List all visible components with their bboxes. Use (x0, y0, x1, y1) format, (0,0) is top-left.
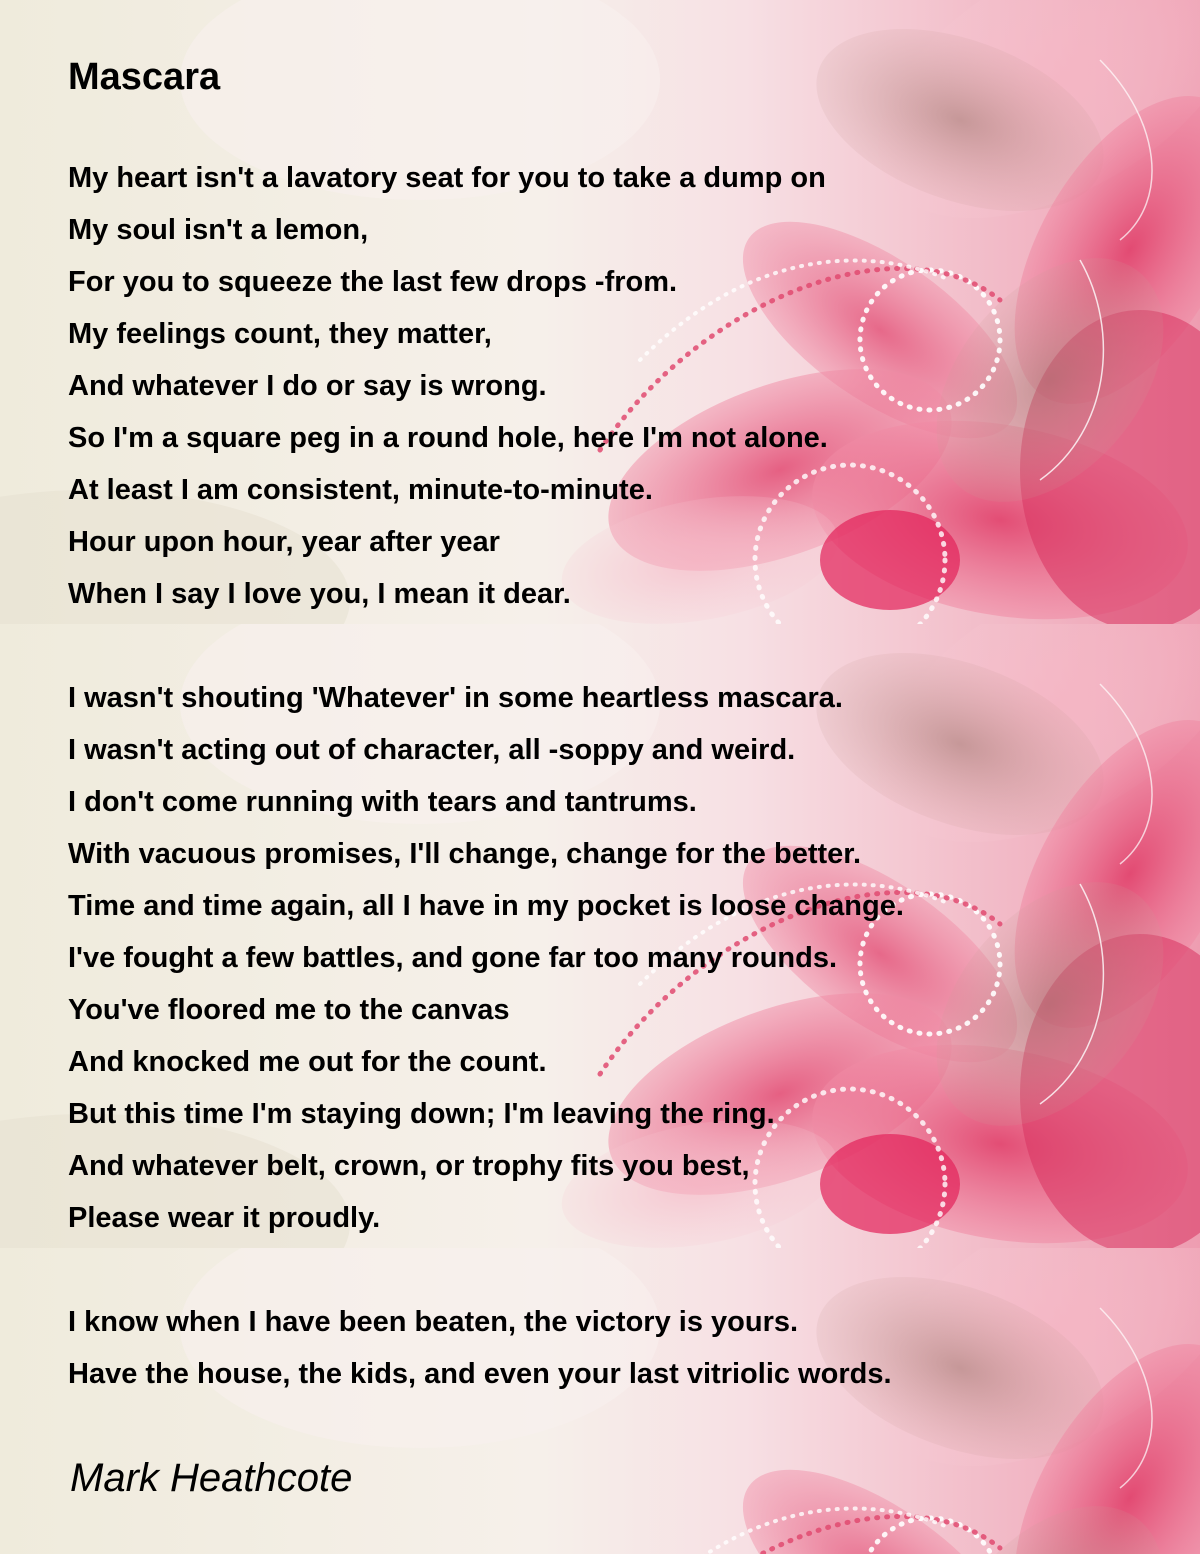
poem-line: I wasn't shouting 'Whatever' in some heartless mascara. (68, 682, 843, 714)
stanza-1 (68, 152, 828, 620)
poem-line: You've floored me to the canvas (68, 994, 510, 1026)
poem-line: When I say I love you, I mean it dear. (68, 578, 571, 610)
poem-line: Hour upon hour, year after year (68, 526, 500, 558)
poem-line: At least I am consistent, minute-to-minute. (68, 474, 653, 506)
poem-line: I've fought a few battles, and gone far too many rounds. (68, 942, 838, 974)
poem-line: My feelings count, they matter, (68, 318, 492, 350)
poem-title: Mascara (68, 56, 221, 98)
poem-line: And whatever I do or say is wrong. (68, 370, 547, 402)
poem-line: Have the house, the kids, and even your last vitriolic words. (68, 1358, 892, 1390)
poem-line: So I'm a square peg in a round hole, here I'm not alone. (68, 422, 828, 454)
poem-line: I wasn't acting out of character, all -soppy and weird. (68, 734, 796, 766)
poem-line: My soul isn't a lemon, (68, 214, 369, 246)
poem-line: For you to squeeze the last few drops -from. (68, 266, 678, 298)
poem-line: But this time I'm staying down; I'm leaving the ring. (68, 1098, 775, 1130)
poem-line: Time and time again, all I have in my pocket is loose change. (68, 890, 904, 922)
poem-line: Please wear it proudly. (68, 1202, 381, 1234)
poem-line: With vacuous promises, I'll change, change for the better. (68, 838, 862, 870)
poem-line: My heart isn't a lavatory seat for you to take a dump on (68, 162, 826, 194)
stanza-3 (68, 1296, 892, 1400)
poem-line: And knocked me out for the count. (68, 1046, 547, 1078)
poem-line: And whatever belt, crown, or trophy fits you best, (68, 1150, 750, 1182)
stanza-2 (68, 672, 904, 1244)
poem-line: I know when I have been beaten, the victory is yours. (68, 1306, 799, 1338)
poem-author: Mark Heathcote (70, 1456, 353, 1500)
poem-line: I don't come running with tears and tantrums. (68, 786, 697, 818)
